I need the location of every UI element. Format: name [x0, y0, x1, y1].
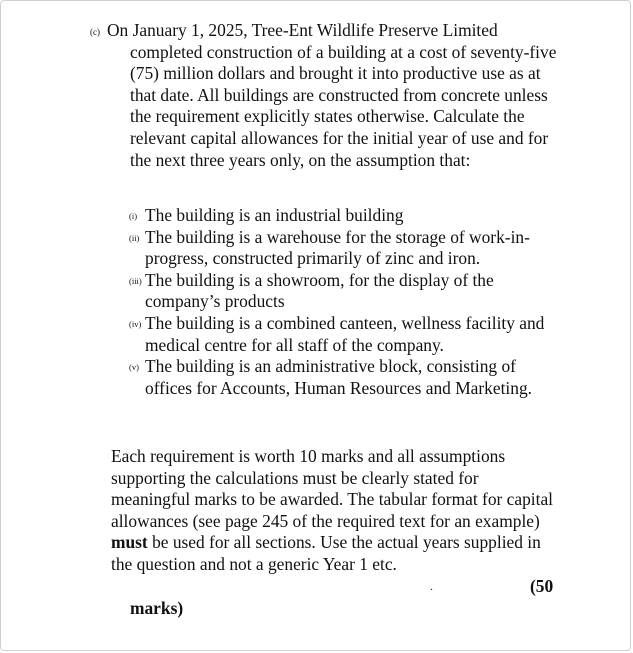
- assumption-list: [120, 205, 560, 399]
- list-item: [120, 227, 560, 270]
- instructions-text-part1: Each requirement is worth 10 marks and all assumptions supporting the calculations must be clearly stated for meaningful marks to be awarded. The tabular format for capital allowances (see page 245 of the required text for an example): [111, 446, 554, 531]
- instructions-paragraph: [111, 446, 561, 576]
- marks-total-open: (50: [530, 576, 554, 596]
- list-item: [120, 313, 560, 356]
- list-item: [120, 205, 560, 227]
- list-item-text: The building is an administrative block, consisting of offices for Accounts, Human Resources and Marketing.: [145, 356, 533, 398]
- instructions-emphasis: must: [111, 532, 148, 553]
- question-c: [90, 20, 560, 171]
- list-item-text: The building is a combined canteen, wellness facility and medical centre for all staff of the company.: [145, 312, 545, 355]
- list-item: [120, 270, 560, 313]
- list-item-label: (i): [129, 211, 138, 221]
- question-label: (c): [90, 27, 100, 37]
- instructions-text-part2: be used for all sections. Use the actual years supplied in the question and not a generic Year 1 etc.: [111, 532, 541, 574]
- list-item-label: (ii): [129, 232, 140, 243]
- list-item-text: The building is a showroom, for the display of the company’s products: [145, 269, 494, 312]
- marks-total-close: marks): [130, 598, 184, 618]
- list-item-label: (iii): [129, 275, 142, 286]
- list-item-label: (v): [129, 362, 139, 373]
- question-text: On January 1, 2025, Tree-Ent Wildlife Preserve Limited completed construction of a building at a cost of seventy-five (75) million dollars and brought it into productive use as at that date. All buildings are constructed from concrete unless the requirement explicitly states otherwise. Calculate the relevant capital allowances for the initial year of use and for the next three years only, on the assumption that:: [107, 20, 557, 170]
- list-item: [120, 356, 560, 399]
- stray-dot: .: [430, 579, 433, 593]
- list-item-label: (iv): [129, 318, 142, 329]
- list-item-text: The building is an industrial building: [145, 205, 404, 225]
- list-item-text: The building is a warehouse for the storage of work-in-progress, constructed primarily of zinc and iron.: [145, 226, 530, 269]
